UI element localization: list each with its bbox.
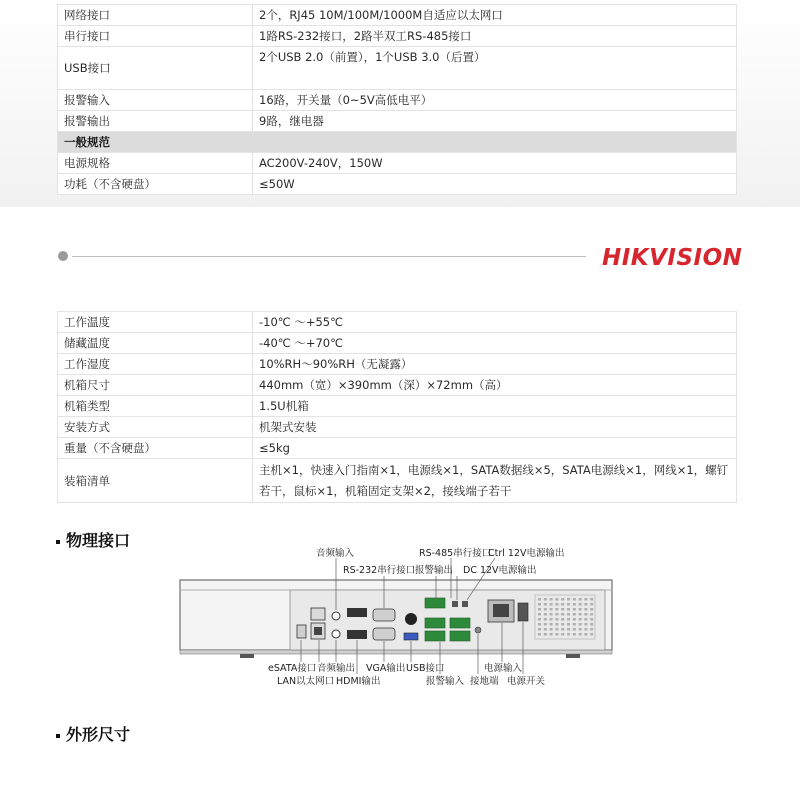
spec-key: 报警输入 — [58, 90, 253, 111]
label-rs485: RS-485串行接口 — [419, 548, 492, 559]
spec-value: 10%RH～90%RH（无凝露） — [253, 354, 737, 375]
vent-slot — [590, 618, 593, 621]
vent-slot — [561, 613, 564, 616]
table-row — [58, 375, 737, 396]
vent-slot — [584, 623, 587, 626]
table-row — [58, 5, 737, 26]
brand-name: HIKVISION — [602, 245, 743, 271]
vent-slot — [561, 618, 564, 621]
section-title-text: 外形尺寸 — [66, 725, 131, 744]
vent-slot — [573, 598, 576, 601]
spec-key: 机箱类型 — [58, 396, 253, 417]
vent-slot — [555, 633, 558, 636]
label-ctrl12v: Ctrl 12V电源输出 — [488, 548, 565, 559]
label-lan: LAN以太网口 — [277, 676, 335, 687]
vent-slot — [561, 633, 564, 636]
label-alarm-in: 报警输入 — [426, 676, 465, 687]
label-audio-out: 音频输出 — [317, 663, 356, 674]
spec-value: 主机×1，快速入门指南×1，电源线×1，SATA数据线×5，SATA电源线×1，网线×1，螺钉若干，鼠标×1，机箱固定支架×2，接线端子若干 — [253, 459, 737, 503]
vent-slot — [550, 608, 553, 611]
spec-value: 机架式安装 — [253, 417, 737, 438]
label-vga: VGA输出 — [366, 663, 406, 674]
bullet-icon — [56, 540, 60, 544]
vent-slot — [579, 618, 582, 621]
spec-value: -40℃ ～+70℃ — [253, 333, 737, 354]
label-power-switch: 电源开关 — [507, 676, 546, 687]
table-row — [58, 111, 737, 132]
label-usb: USB接口 — [406, 663, 445, 674]
spec-value: 440mm（宽）×390mm（深）×72mm（高） — [253, 375, 737, 396]
divider-line — [72, 256, 586, 257]
vent-slot — [590, 603, 593, 606]
label-rs232: RS-232串行接口 — [343, 565, 416, 576]
spec-value: 1路RS-232接口，2路半双工RS-485接口 — [253, 26, 737, 47]
spec-key: 机箱尺寸 — [58, 375, 253, 396]
vent-slot — [538, 623, 541, 626]
vent-slot — [590, 608, 593, 611]
vent-slot — [573, 603, 576, 606]
vent-slot — [579, 628, 582, 631]
spec-value: ≤5kg — [253, 438, 737, 459]
vent-slot — [544, 613, 547, 616]
vent-slot — [561, 628, 564, 631]
spec-key: 安装方式 — [58, 417, 253, 438]
vent-slot — [550, 613, 553, 616]
vent-slot — [584, 633, 587, 636]
spec-value: 2个，RJ45 10M/100M/1000M自适应以太网口 — [253, 5, 737, 26]
vent-slot — [550, 598, 553, 601]
vent-slot — [544, 618, 547, 621]
divider-dot — [58, 251, 68, 261]
spec-table-bottom — [57, 311, 737, 503]
vent-slot — [538, 608, 541, 611]
vent-slot — [567, 628, 570, 631]
spec-value: ≤50W — [253, 174, 737, 195]
vent-slot — [584, 608, 587, 611]
label-hdmi: HDMI输出 — [336, 676, 381, 687]
vent-slot — [550, 633, 553, 636]
spec-key: 工作温度 — [58, 312, 253, 333]
vent-slot — [579, 608, 582, 611]
vent-slot — [567, 608, 570, 611]
table-row — [58, 153, 737, 174]
vent-slot — [538, 613, 541, 616]
vent-slot — [567, 598, 570, 601]
vent-slot — [573, 613, 576, 616]
vent-slot — [538, 618, 541, 621]
vent-slot — [544, 598, 547, 601]
table-row — [58, 459, 737, 503]
section-title-physical — [56, 528, 130, 551]
vent-slot — [550, 628, 553, 631]
vent-slot — [561, 598, 564, 601]
spec-key: 装箱清单 — [58, 459, 253, 503]
vent-slot — [544, 608, 547, 611]
vent-slot — [567, 613, 570, 616]
vent-slot — [579, 603, 582, 606]
vent-slot — [550, 603, 553, 606]
vent-slot — [573, 628, 576, 631]
vent-slot — [573, 608, 576, 611]
spec-key: USB接口 — [58, 47, 253, 90]
vent-slot — [550, 618, 553, 621]
table-row — [58, 90, 737, 111]
label-alarm-out: 报警输出 — [415, 565, 454, 576]
spec-key: 工作湿度 — [58, 354, 253, 375]
vent-slot — [573, 633, 576, 636]
spec-key: 电源规格 — [58, 153, 253, 174]
hikvision-logo — [600, 240, 750, 274]
spec-value: 2个USB 2.0（前置），1个USB 3.0（后置） — [253, 47, 737, 90]
table-row — [58, 438, 737, 459]
vent-slot — [544, 628, 547, 631]
spec-key: 串行接口 — [58, 26, 253, 47]
vent-slot — [561, 623, 564, 626]
table-row — [58, 47, 737, 90]
vent-slot — [579, 613, 582, 616]
spec-value: AC200V-240V，150W — [253, 153, 737, 174]
vent-slot — [579, 623, 582, 626]
vent-slot — [544, 633, 547, 636]
spec-table-top — [57, 4, 737, 195]
vent-slot — [567, 618, 570, 621]
vent-slot — [590, 623, 593, 626]
vent-slot — [584, 618, 587, 621]
vent-slot — [538, 628, 541, 631]
table-row — [58, 312, 737, 333]
table-row — [58, 26, 737, 47]
spec-value: 16路，开关量（0~5V高低电平） — [253, 90, 737, 111]
vent-slot — [584, 598, 587, 601]
vent-slot — [538, 603, 541, 606]
vent-slot — [590, 633, 593, 636]
label-dc12v: DC 12V电源输出 — [463, 565, 537, 576]
vent-slot — [555, 598, 558, 601]
spec-key: 网络接口 — [58, 5, 253, 26]
label-audio-in: 音频输入 — [316, 548, 355, 559]
spec-key: 储藏温度 — [58, 333, 253, 354]
table-row — [58, 396, 737, 417]
spec-key: 报警输出 — [58, 111, 253, 132]
vent-slot — [590, 598, 593, 601]
section-title-dimensions — [56, 722, 130, 745]
section-title-text: 物理接口 — [66, 531, 131, 550]
vent-slot — [590, 613, 593, 616]
label-power-in: 电源输入 — [484, 663, 523, 674]
spec-key: 功耗（不含硬盘） — [58, 174, 253, 195]
vent-slot — [567, 633, 570, 636]
vent-slot — [555, 623, 558, 626]
vent-slot — [573, 623, 576, 626]
vent-slot — [555, 608, 558, 611]
vent-slot — [555, 603, 558, 606]
vent-slot — [573, 618, 576, 621]
table-row — [58, 354, 737, 375]
vent-slot — [544, 623, 547, 626]
vent-slot — [555, 613, 558, 616]
vent-slot — [561, 603, 564, 606]
label-ground: 接地端 — [470, 676, 499, 687]
vent-slot — [579, 633, 582, 636]
bullet-icon — [56, 734, 60, 738]
vent-slot — [584, 613, 587, 616]
section-row — [58, 132, 737, 153]
table-row — [58, 417, 737, 438]
vent-slot — [584, 628, 587, 631]
table-row — [58, 174, 737, 195]
vent-slot — [550, 623, 553, 626]
vent-slot — [555, 618, 558, 621]
label-esata: eSATA接口 — [268, 663, 317, 674]
section-heading: 一般规范 — [58, 132, 737, 153]
vent-slot — [544, 603, 547, 606]
vent-slot — [567, 623, 570, 626]
vent-slot — [579, 598, 582, 601]
vent-slot — [538, 598, 541, 601]
spec-key: 重量（不含硬盘） — [58, 438, 253, 459]
spec-value: -10℃ ～+55℃ — [253, 312, 737, 333]
vent-slot — [590, 628, 593, 631]
spec-value: 1.5U机箱 — [253, 396, 737, 417]
vent-slot — [555, 628, 558, 631]
vent-slot — [538, 633, 541, 636]
vent-slot — [567, 603, 570, 606]
table-row — [58, 333, 737, 354]
vent-slot — [561, 608, 564, 611]
spec-value: 9路，继电器 — [253, 111, 737, 132]
vent-slot — [584, 603, 587, 606]
